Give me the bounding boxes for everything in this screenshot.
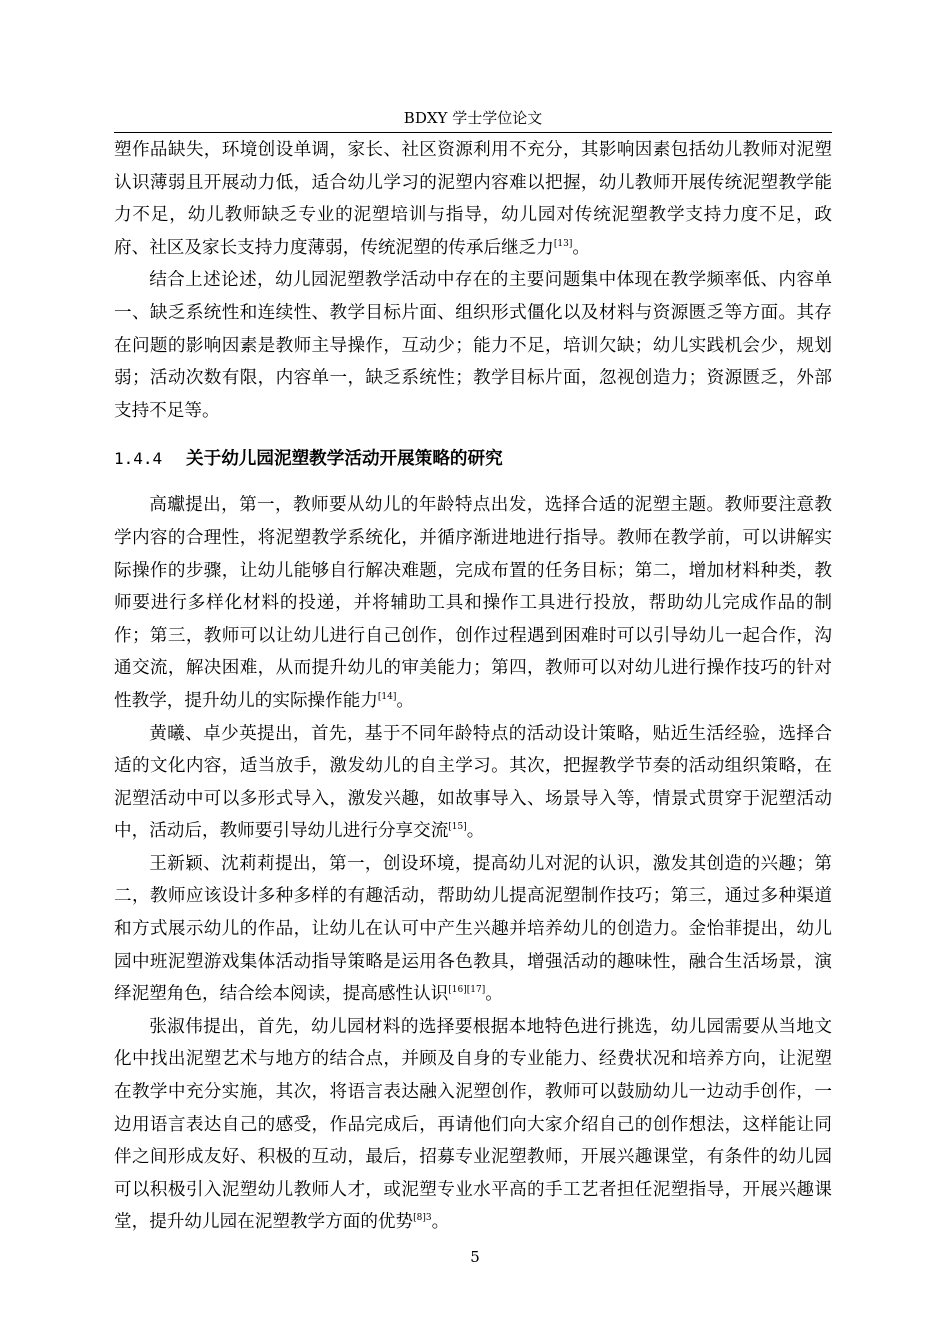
paragraph-text: 结合上述论述，幼儿园泥塑教学活动中存在的主要问题集中体现在教学频率低、内容单一、缺乏系统性和连续性、教学目标片面、组织形式僵化以及材料与资源匮乏等方面。其存在问题的影响因素是教师主导操作，互动少；能力不足，培训欠缺；幼儿实践机会少，规划弱；活动次数有限，内容单一，缺乏系统性；教学目标片面，忽视创造力；资源匮乏，外部支持不足等。	[114, 270, 832, 421]
citation: [13]	[553, 238, 573, 249]
paragraph-end: 。	[396, 690, 415, 711]
section-title: 关于幼儿园泥塑教学活动开展策略的研究	[186, 449, 503, 470]
page-body	[114, 134, 832, 1239]
citation: [8]3	[413, 1213, 432, 1224]
paragraph	[114, 489, 832, 717]
paragraph-end: 。	[572, 237, 590, 258]
paragraph	[114, 134, 832, 264]
section-heading	[114, 443, 832, 475]
running-header	[114, 104, 832, 133]
paragraph-text: 王新颖、沈莉莉提出，第一，创设环境，提高幼儿对泥的认识，激发其创造的兴趣；第二，教师应该设计多种多样的有趣活动，帮助幼儿提高泥塑制作技巧；第三，通过多种渠道和方式展示幼儿的作品，让幼儿在认可中产生兴趣并培养幼儿的创造力。金怡菲提出，幼儿园中班泥塑游戏集体活动指导策略是运用各色教具，增强活动的趣味性，融合生活场景，演绎泥塑角色，结合绘本阅读，提高感性认识	[114, 853, 832, 1005]
paragraph	[114, 848, 832, 1011]
paragraph	[114, 1011, 832, 1239]
paragraph	[114, 264, 832, 427]
paragraph-text: 黄曦、卓少英提出，首先，基于不同年龄特点的活动设计策略，贴近生活经验，选择合适的文化内容，适当放手，激发幼儿的自主学习。其次，把握教学节奏的活动组织策略，在泥塑活动中可以多形式导入，激发兴趣，如故事导入、场景导入等，情景式贯穿于泥塑活动中，活动后，教师要引导幼儿进行分享交流	[114, 723, 832, 842]
paragraph	[114, 718, 832, 848]
citation: [16][17]	[448, 985, 486, 996]
paragraph-end: 。	[466, 821, 485, 842]
paragraph-text: 高瓛提出，第一，教师要从幼儿的年龄特点出发，选择合适的泥塑主题。教师要注意教学内容的合理性，将泥塑教学系统化，并循序渐进地进行指导。教师在教学前，可以讲解实际操作的步骤，让幼儿能够自行解决难题，完成布置的任务目标；第二，增加材料种类，教师要进行多样化材料的投递，并将辅助工具和操作工具进行投放，帮助幼儿完成作品的制作；第三，教师可以让幼儿进行自己创作，创作过程遇到困难时可以引导幼儿一起合作，沟通交流，解决困难，从而提升幼儿的审美能力；第四，教师可以对幼儿进行操作技巧的针对性教学，提升幼儿的实际操作能力	[114, 495, 832, 711]
paragraph-text: 张淑伟提出，首先，幼儿园材料的选择要根据本地特色进行挑选，幼儿园需要从当地文化中找出泥塑艺术与地方的结合点，并顾及自身的专业能力、经费状况和培养方向，让泥塑在教学中充分实施，其次，将语言表达融入泥塑创作，教师可以鼓励幼儿一边动手创作，一边用语言表达自己的感受，作品完成后，再请他们向大家介绍自己的创作想法，这样能让同伴之间形成友好、积极的互动，最后，招募专业泥塑教师，开展兴趣课堂，有条件的幼儿园可以积极引入泥塑幼儿教师人才，或泥塑专业水平高的手工艺者担任泥塑指导，开展兴趣课堂，提升幼儿园在泥塑教学方面的优势	[114, 1016, 832, 1233]
paragraph-end: 。	[431, 1212, 450, 1233]
running-header-title: BDXY 学士学位论文	[403, 109, 543, 127]
section-number: 1.4.4	[114, 449, 163, 469]
paragraph-text: 塑作品缺失，环境创设单调，家长、社区资源利用不充分，其影响因素包括幼儿教师对泥塑认识薄弱且开展动力低，适合幼儿学习的泥塑内容难以把握，幼儿教师开展传统泥塑教学能力不足，幼儿教师缺乏专业的泥塑培训与指导，幼儿园对传统泥塑教学支持力度不足，政府、社区及家长支持力度薄弱，传统泥塑的传承后继乏力	[114, 140, 832, 258]
page-number: 5	[470, 1248, 480, 1266]
citation: [14]	[377, 691, 397, 702]
citation: [15]	[448, 822, 467, 833]
paragraph-end: 。	[485, 984, 503, 1005]
